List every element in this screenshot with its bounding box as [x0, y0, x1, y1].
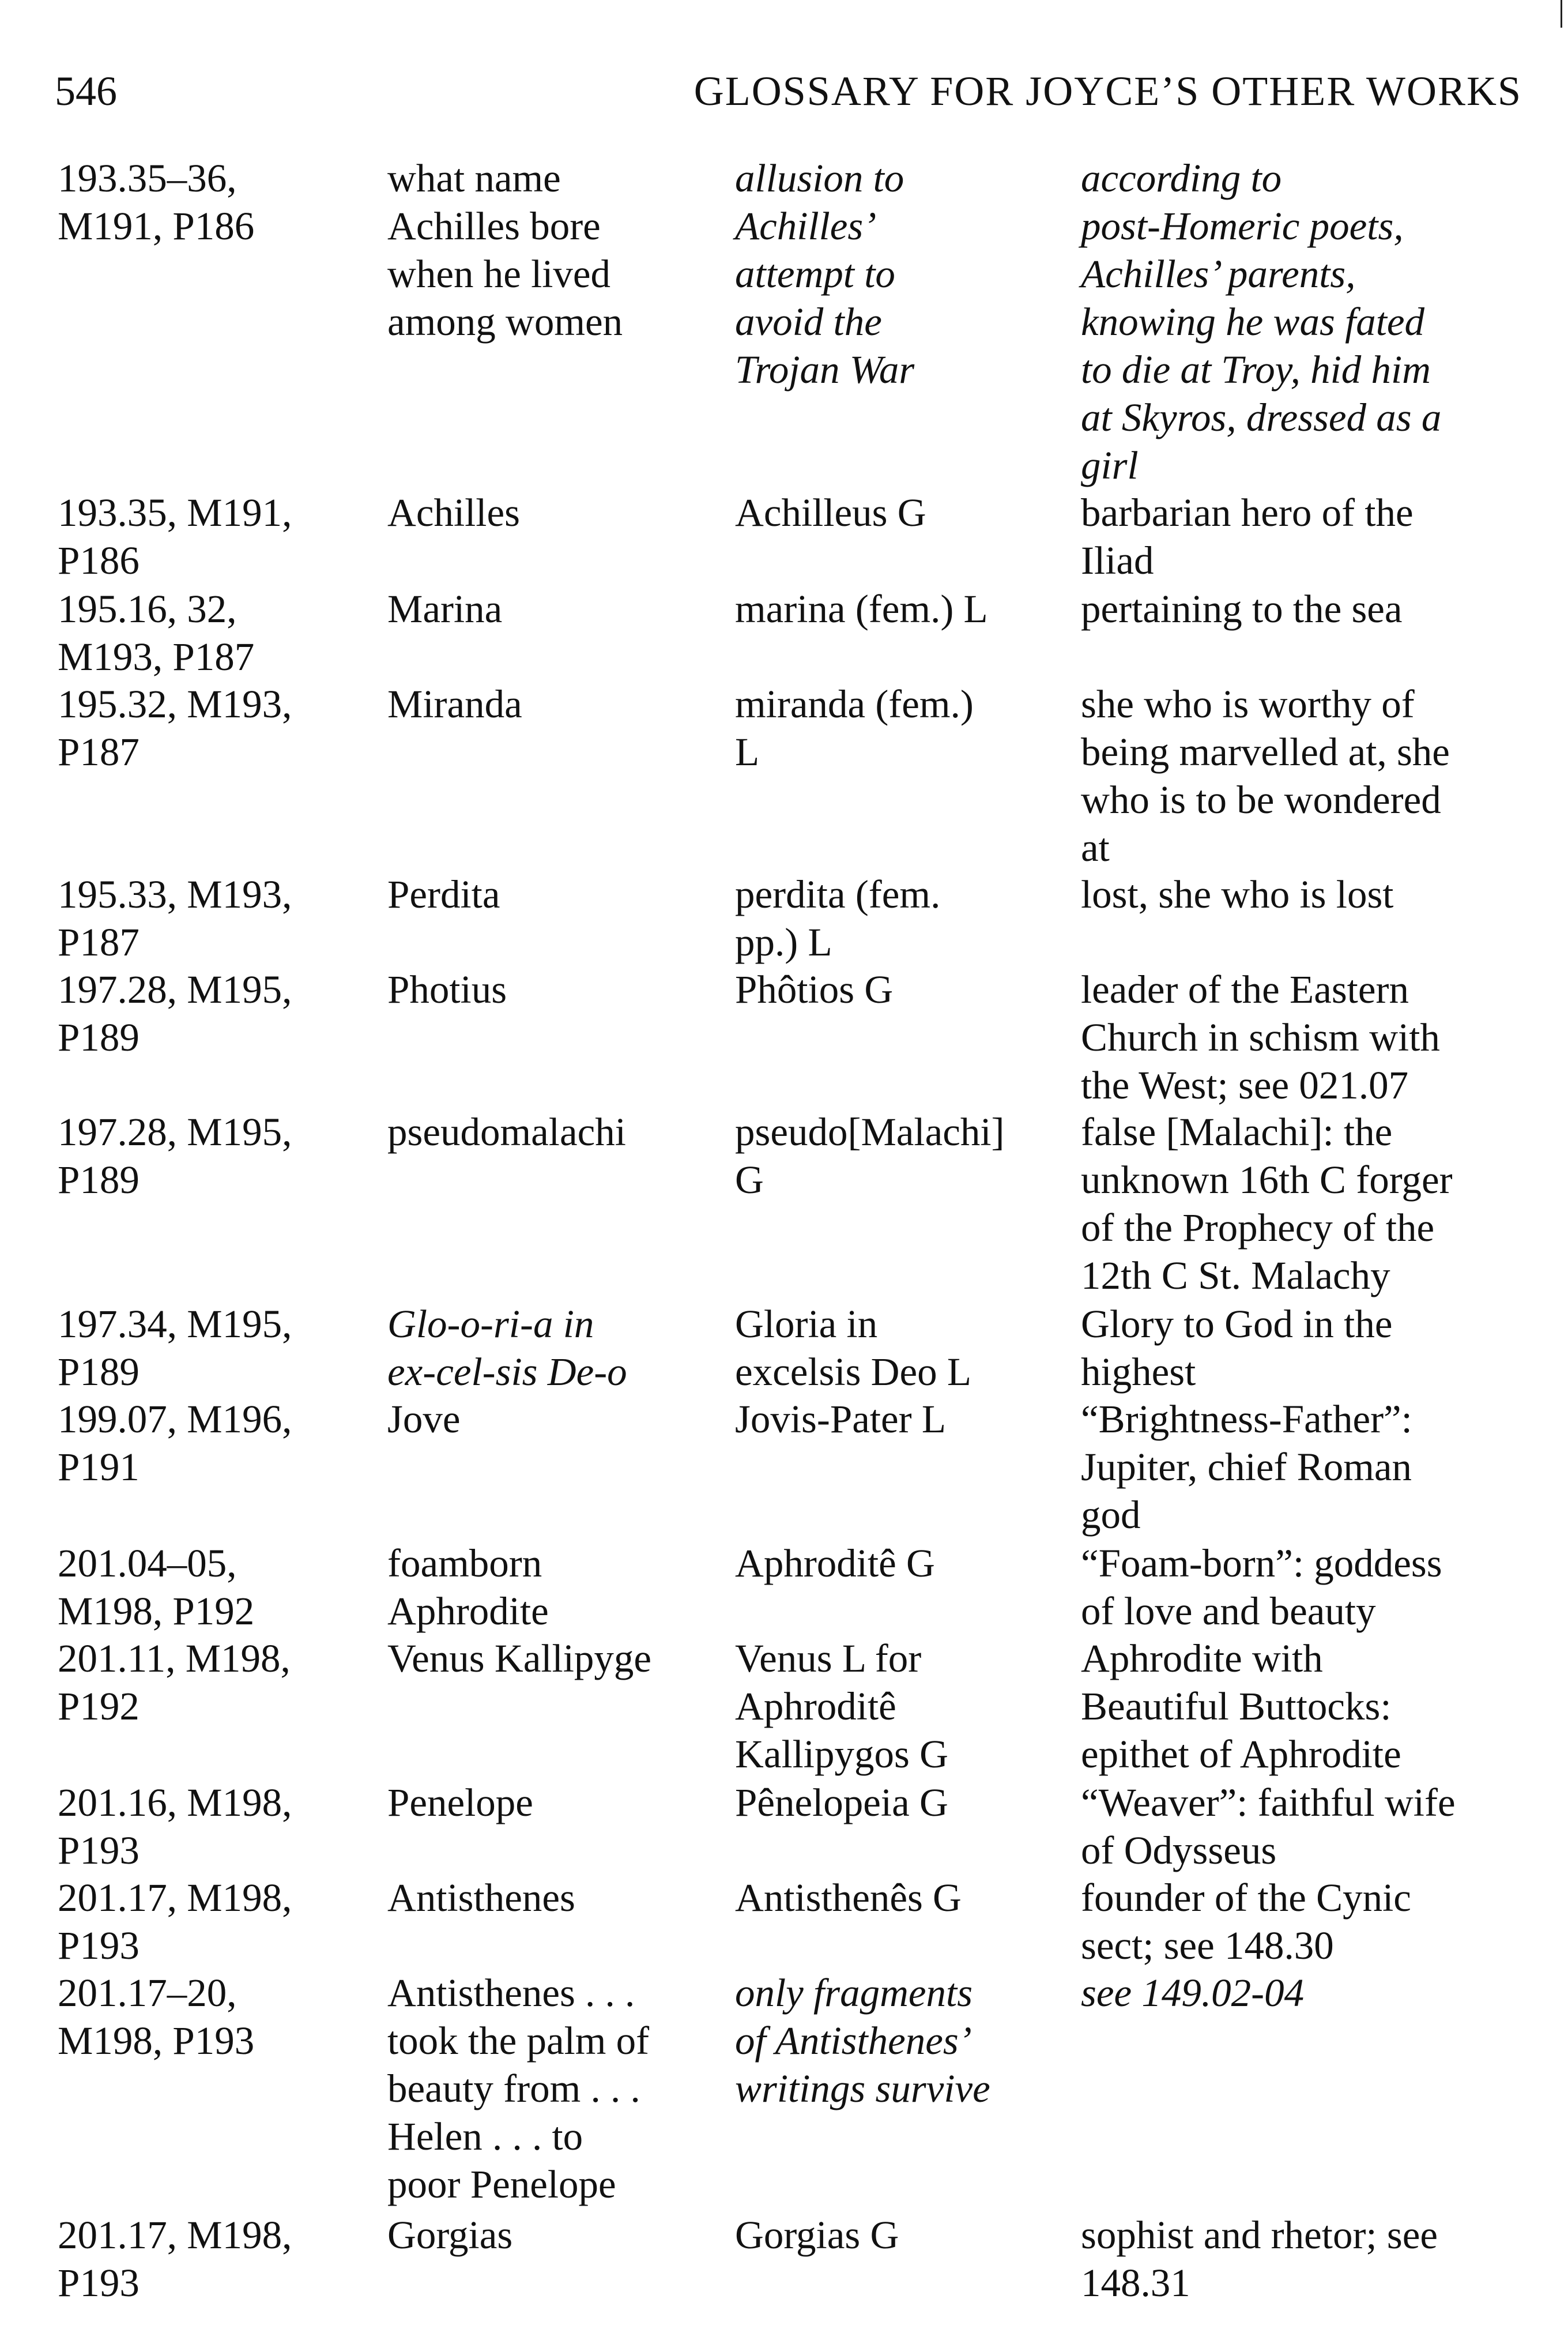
word-cell: Photius — [387, 968, 507, 1011]
word-cell: pseudomalachi — [387, 1110, 626, 1154]
source-cell: Antisthenês G — [735, 1876, 962, 1920]
source-cell: pseudo[Malachi] G — [735, 1110, 1005, 1202]
word-cell: Glo-o-ri-a in ex-cel-sis De-o — [387, 1302, 627, 1394]
meaning-cell: Glory to God in the highest — [1081, 1302, 1393, 1394]
meaning-cell: sophist and rhetor; see 148.31 — [1081, 2213, 1438, 2305]
word-cell: Miranda — [387, 682, 522, 726]
page-number: 546 — [55, 68, 117, 114]
source-cell: Pênelopeia G — [735, 1781, 948, 1824]
reference-cell: 199.07, M196, P191 — [58, 1397, 292, 1489]
reference-cell: 201.16, M198, P193 — [58, 1781, 292, 1872]
edge-mark — [1561, 0, 1562, 28]
reference-cell: 201.17, M198, P193 — [58, 2213, 292, 2305]
reference-cell: 201.04–05, M198, P192 — [58, 1541, 255, 1633]
reference-cell: 197.28, M195, P189 — [58, 968, 292, 1059]
reference-cell: 195.33, M193, P187 — [58, 872, 292, 964]
source-cell: miranda (fem.) L — [735, 682, 974, 774]
meaning-cell: “Foam-born”: goddess of love and beauty — [1081, 1541, 1442, 1633]
word-cell: foamborn Aphrodite — [387, 1541, 549, 1633]
meaning-cell: “Brightness-Father”: Jupiter, chief Roman god — [1081, 1397, 1412, 1537]
reference-cell: 197.28, M195, P189 — [58, 1110, 292, 1202]
source-cell: Gorgias G — [735, 2213, 899, 2257]
running-title: GLOSSARY FOR JOYCE’S OTHER WORKS — [693, 68, 1522, 114]
meaning-cell: false [Malachi]: the unknown 16th C forger of the Prophecy of the 12th C St. Malachy — [1081, 1110, 1453, 1297]
meaning-cell: Aphrodite with Beautiful Buttocks: epithet of Aphrodite — [1081, 1636, 1401, 1776]
reference-cell: 193.35, M191, P186 — [58, 491, 292, 582]
source-cell: Gloria in excelsis Deo L — [735, 1302, 972, 1394]
source-cell: Phôtios G — [735, 968, 894, 1011]
meaning-cell: she who is worthy of being marvelled at, she who is to be wondered at — [1081, 682, 1450, 870]
reference-cell: 197.34, M195, P189 — [58, 1302, 292, 1394]
source-cell: only fragments of Antisthenes’ writings survive — [735, 1971, 990, 2110]
source-cell: Jovis-Pater L — [735, 1397, 947, 1441]
word-cell: Achilles — [387, 491, 520, 535]
word-cell: Antisthenes — [387, 1876, 575, 1920]
meaning-cell: see 149.02-04 — [1081, 1971, 1305, 2015]
reference-cell: 195.32, M193, P187 — [58, 682, 292, 774]
source-cell: marina (fem.) L — [735, 587, 988, 631]
reference-cell: 193.35–36, M191, P186 — [58, 156, 255, 248]
meaning-cell: founder of the Cynic sect; see 148.30 — [1081, 1876, 1411, 1967]
reference-cell: 201.17, M198, P193 — [58, 1876, 292, 1967]
word-cell: Venus Kallipyge — [387, 1636, 652, 1680]
meaning-cell: “Weaver”: faithful wife of Odysseus — [1081, 1781, 1456, 1872]
source-cell: allusion to Achilles’ attempt to avoid the Trojan War — [735, 156, 915, 392]
meaning-cell: barbarian hero of the Iliad — [1081, 491, 1414, 582]
source-cell: Achilleus G — [735, 491, 926, 535]
reference-cell: 195.16, 32, M193, P187 — [58, 587, 255, 679]
word-cell: Antisthenes . . . took the palm of beauty from . . . Helen . . . to poor Penelope — [387, 1971, 650, 2206]
meaning-cell: leader of the Eastern Church in schism with the West; see 021.07 — [1081, 968, 1440, 1107]
word-cell: Penelope — [387, 1781, 533, 1824]
word-cell: what name Achilles bore when he lived among women — [387, 156, 623, 344]
reference-cell: 201.11, M198, P192 — [58, 1636, 291, 1728]
word-cell: Jove — [387, 1397, 461, 1441]
meaning-cell: pertaining to the sea — [1081, 587, 1403, 631]
meaning-cell: lost, she who is lost — [1081, 872, 1394, 916]
word-cell: Perdita — [387, 872, 500, 916]
reference-cell: 201.17–20, M198, P193 — [58, 1971, 255, 2063]
source-cell: Aphroditê G — [735, 1541, 935, 1585]
page-header — [55, 62, 1522, 120]
source-cell: Venus L for Aphroditê Kallipygos G — [735, 1636, 948, 1776]
word-cell: Marina — [387, 587, 503, 631]
meaning-cell: according to post-Homeric poets, Achilles’ parents, knowing he was fated to die at Troy, hid him at Skyros, dressed as a girl — [1081, 156, 1442, 487]
source-cell: perdita (fem. pp.) L — [735, 872, 941, 964]
word-cell: Gorgias — [387, 2213, 513, 2257]
